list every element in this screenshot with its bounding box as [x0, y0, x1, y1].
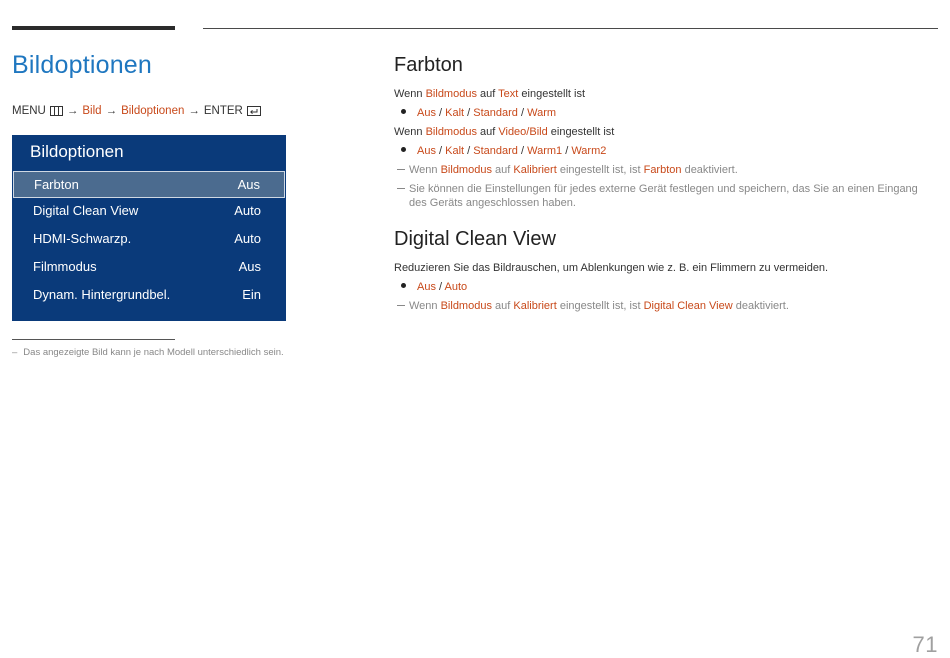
highlighted-term: Bildmodus [440, 164, 492, 176]
text-run: auf [491, 164, 514, 176]
highlighted-term: Aus [417, 145, 436, 157]
text-run: auf [491, 300, 514, 312]
highlighted-term: Text [498, 88, 519, 100]
text-run: Wenn [394, 126, 426, 138]
menu-item-value: Auto [234, 203, 261, 218]
section-heading-digital-clean-view: Digital Clean View [394, 228, 556, 250]
bullet-dot [401, 147, 406, 152]
text-run: deaktiviert. [681, 164, 738, 176]
breadcrumb-arrow: → [105, 105, 118, 117]
text-run: / [464, 107, 474, 119]
dcv-options-values [417, 281, 467, 293]
menu-item-label: Dynam. Hintergrundbel. [33, 287, 171, 302]
highlighted-term: Warm1 [527, 145, 563, 157]
footnote-text: Das angezeigte Bild kann je nach Modell unterschiedlich sein. [23, 347, 284, 358]
highlighted-term: Bildmodus [425, 126, 477, 138]
menu-item-label: Digital Clean View [33, 203, 139, 218]
highlighted-term: Bildmodus [425, 88, 477, 100]
breadcrumb [12, 105, 261, 117]
header-thin-rule [203, 28, 938, 29]
farbton-options-text [401, 107, 556, 119]
text-run: Reduzieren Sie das Bildrauschen, um Ablenkungen wie z. B. ein Flimmern zu vermeiden. [394, 262, 829, 274]
farbton-note-external-device [397, 183, 922, 210]
text-run: / [517, 107, 528, 119]
footnote-dash: – [12, 347, 18, 358]
dcv-options-text [401, 281, 467, 293]
highlighted-term: Warm [527, 107, 557, 119]
text-run: / [464, 145, 474, 157]
note-text [409, 164, 922, 178]
text-run: / [562, 145, 572, 157]
breadcrumb-bildoptionen: Bildoptionen [121, 105, 185, 117]
farbton-options-values [417, 107, 556, 119]
osd-menu-title: Bildoptionen [30, 142, 124, 161]
highlighted-term: Digital Clean View [643, 300, 733, 312]
text-run: Sie können die Einstellungen für jedes externe Gerät festlegen und speichern, das Sie an einen Eingang des Geräts angeschlossen haben. [409, 183, 918, 209]
text-run: Wenn [394, 88, 426, 100]
farbton-video-options-values [417, 145, 606, 157]
highlighted-term: Kalt [445, 107, 465, 119]
section-heading-farbton: Farbton [394, 54, 463, 76]
menu-item-digital-clean-view[interactable] [12, 197, 286, 224]
note-marker [397, 188, 405, 189]
menu-item-value: Auto [234, 231, 261, 246]
text-run: eingestellt ist [547, 126, 615, 138]
footnote-rule [12, 339, 175, 340]
highlighted-term: Kalibriert [513, 300, 557, 312]
menu-item-dynam-hintergrundbel[interactable] [12, 281, 286, 308]
note-marker [397, 305, 405, 306]
menu-item-farbton[interactable] [13, 171, 285, 198]
farbton-condition-video-text [394, 126, 614, 138]
menu-item-label: Farbton [34, 177, 79, 192]
text-run: deaktiviert. [732, 300, 789, 312]
osd-menu-panel [12, 135, 286, 321]
highlighted-term: Farbton [643, 164, 682, 176]
text-run: Wenn [409, 164, 441, 176]
highlighted-term: Aus [417, 281, 436, 293]
bullet-dot [401, 109, 406, 114]
footnote [12, 347, 284, 358]
dcv-description-text [394, 262, 828, 274]
breadcrumb-enter: ENTER [203, 105, 243, 117]
dcv-note-kalibriert [397, 300, 922, 314]
text-run: / [435, 107, 446, 119]
note-text [409, 183, 922, 210]
text-run: / [517, 145, 528, 157]
breadcrumb-arrow: → [188, 105, 200, 117]
menu-item-value: Aus [237, 177, 260, 192]
highlighted-term: Warm2 [571, 145, 607, 157]
text-run: eingestellt ist, ist [556, 164, 644, 176]
farbton-condition-text [394, 88, 585, 100]
menu-icon [50, 106, 63, 116]
text-run: / [435, 281, 445, 293]
text-run: Wenn [409, 300, 441, 312]
highlighted-term: Standard [473, 145, 518, 157]
highlighted-term: Aus [417, 107, 436, 119]
breadcrumb-arrow: → [66, 105, 79, 117]
text-run: eingestellt ist [518, 88, 586, 100]
highlighted-term: Bildmodus [440, 300, 492, 312]
text-run: eingestellt ist, ist [556, 300, 644, 312]
bullet-dot [401, 283, 406, 288]
text-run: auf [476, 126, 499, 138]
menu-item-value: Aus [238, 259, 261, 274]
breadcrumb-menu: MENU [12, 105, 46, 117]
breadcrumb-bild: Bild [82, 105, 102, 117]
page-title: Bildoptionen [12, 51, 153, 79]
header-thick-rule [12, 26, 175, 30]
menu-item-label: HDMI-Schwarzp. [33, 231, 132, 246]
farbton-video-options-text [401, 145, 606, 157]
highlighted-term: Standard [473, 107, 518, 119]
highlighted-term: Auto [444, 281, 468, 293]
menu-item-filmmodus[interactable] [12, 253, 286, 280]
text-run: auf [476, 88, 499, 100]
highlighted-term: Video/Bild [498, 126, 548, 138]
menu-item-hdmi-schwarzpegel[interactable] [12, 225, 286, 252]
highlighted-term: Kalt [445, 145, 465, 157]
note-text [409, 300, 922, 314]
text-run: / [435, 145, 446, 157]
page-number: 71 [912, 632, 938, 657]
note-marker [397, 169, 405, 170]
menu-item-label: Filmmodus [33, 259, 97, 274]
farbton-note-kalibriert [397, 164, 922, 178]
highlighted-term: Kalibriert [513, 164, 557, 176]
menu-item-value: Ein [242, 287, 261, 302]
enter-icon [247, 106, 261, 116]
